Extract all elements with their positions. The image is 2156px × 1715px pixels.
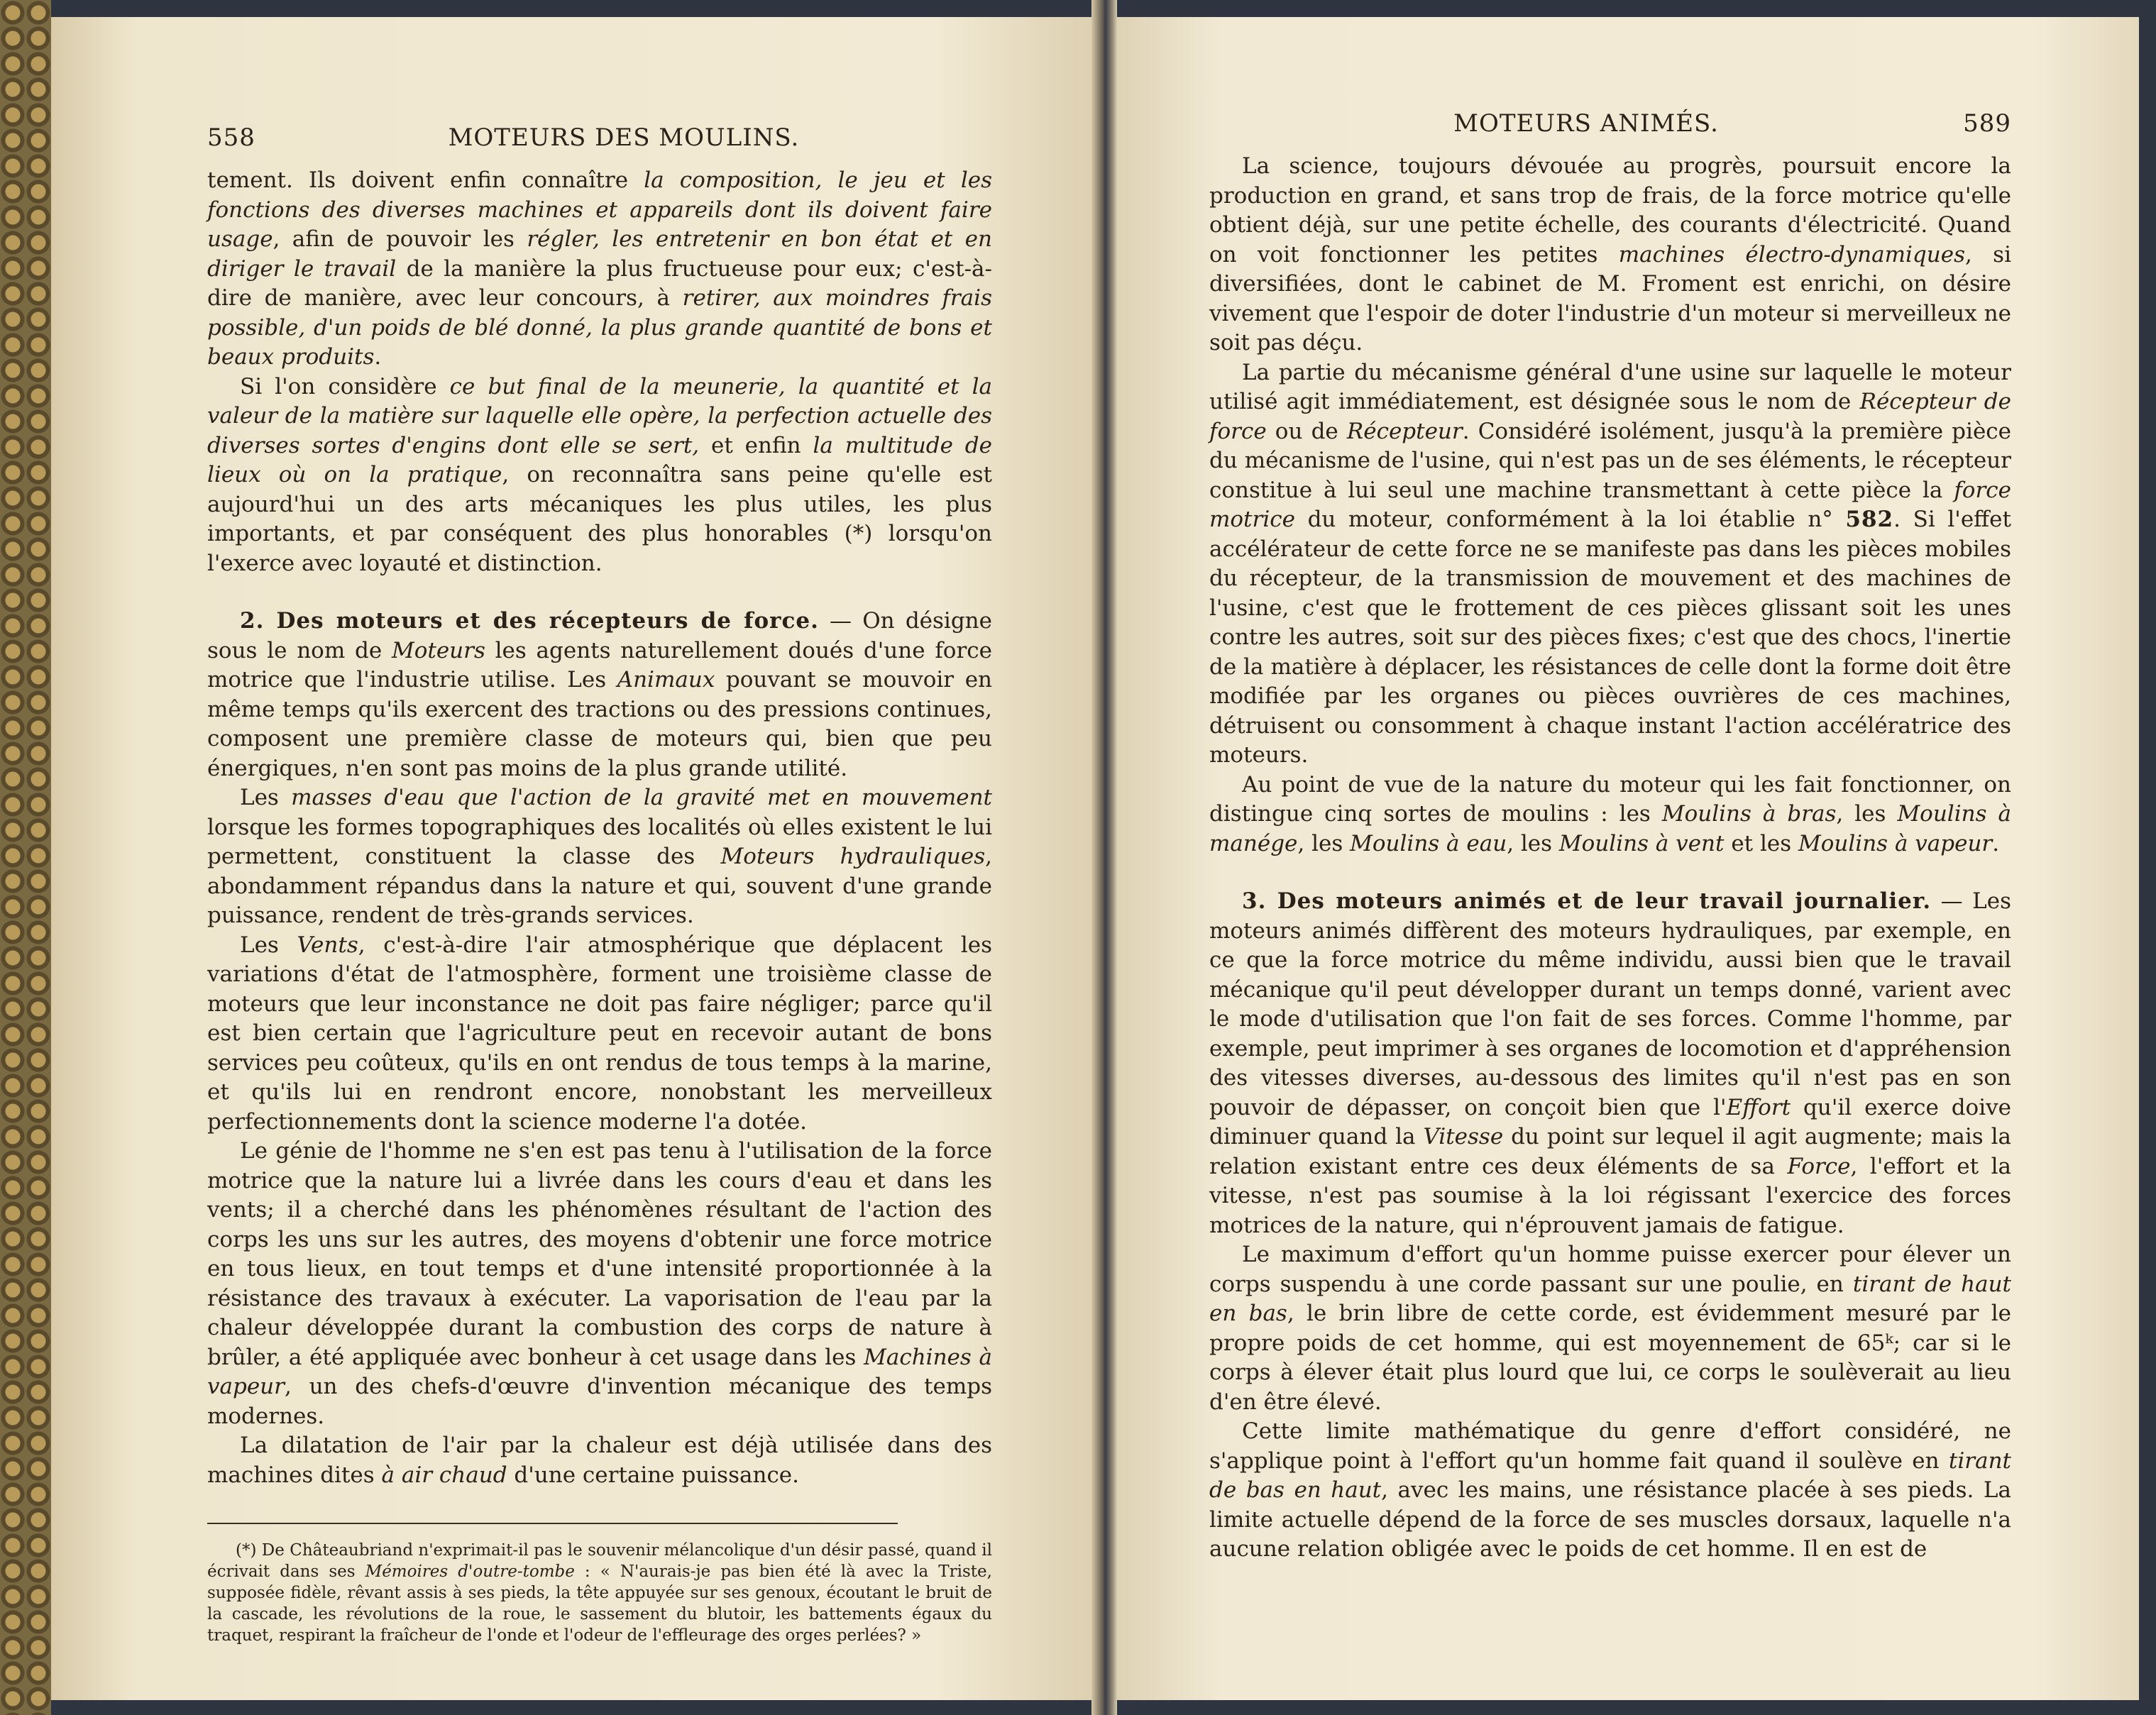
text-run: de la manière la plus fructueuse pour eux; c'est-à-dire de manière, avec leur concours, à — [207, 255, 992, 311]
italic-run: Vents — [297, 932, 358, 958]
left-page-number: 558 — [207, 123, 255, 152]
italic-run: ce but final de la meunerie, la quantité et la valeur de la matière sur laquelle elle opère, la perfection actuelle des diverses sortes d'engins dont elle se sert, — [207, 373, 993, 458]
left-page-footnote — [207, 1540, 992, 1646]
italic-run: masses d'eau que l'action de la gravité met en mouvement — [291, 785, 992, 810]
text-run: , les — [1507, 830, 1559, 856]
text-run: . — [1992, 830, 2000, 856]
right-page-number: 589 — [1963, 109, 2011, 138]
text-run: La dilatation de l'air par la chaleur est déjà utilisée dans des machines dites — [207, 1433, 992, 1488]
book-spine — [1091, 0, 1117, 1715]
text-run: Les — [240, 785, 292, 810]
text-run: : « N'aurais-je pas bien été là avec la Triste, supposée fidèle, rêvant assis à ses pieds, la tête appuyée sur ses genoux, écoutant le bruit de la cascade, les révolutions de la roue, le sassement du blutoir, les battements égaux du traquet, respirant la fraîcheur de l'onde et l'odeur de l'effleurage des orges perlées? » — [207, 1562, 992, 1645]
italic-run: Vitesse — [1423, 1124, 1504, 1149]
right-page-body — [1209, 152, 2011, 1565]
text-run: pouvant se mouvoir en même temps qu'ils exercent des tractions ou des pressions continues, composent une première classe de moteurs qui, bien que peu énergiques, n'en sont pas moins de la plus grande utilité. — [207, 667, 992, 781]
text-run: d'une certaine puissance. — [507, 1462, 800, 1488]
text-run: qu'il exerce doive diminuer quand la — [1209, 1094, 2011, 1149]
italic-run: force motrice — [1209, 477, 2011, 532]
paragraph — [207, 1431, 992, 1490]
text-run: . — [374, 344, 382, 370]
text-run: , le brin libre de cette corde, est évidemment mesuré par le propre poids de cet homme, qui est moyennement de 65ᵏ; car si le corps à élever était plus lourd que lui, ce corps le soulèverait au lieu d'en être élevé. — [1209, 1301, 2011, 1415]
italic-run: Moulins à bras — [1661, 801, 1837, 827]
footnote-rule — [207, 1523, 898, 1524]
paragraph — [1209, 1240, 2011, 1417]
section-paragraph — [207, 607, 992, 783]
text-run: tement. Ils doivent enfin connaître — [207, 167, 644, 193]
right-page — [1117, 17, 2139, 1700]
italic-run: Machines à vapeur — [207, 1344, 993, 1399]
text-run: Les — [240, 932, 297, 958]
italic-run: Moteurs hydrauliques — [720, 844, 986, 869]
text-run: Au point de vue de la nature du moteur qui les fait fonctionner, on distingue cinq sortes de moulins : les — [1209, 771, 2011, 827]
text-run: Le maximum d'effort qu'un homme puisse exercer pour élever un corps suspendu à une corde passant sur une poulie, en — [1209, 1242, 2011, 1297]
italic-run: retirer, aux moindres frais possible, d'un poids de blé donné, la plus grande quantité de bons et beaux produits — [207, 285, 992, 370]
text-run: , on reconnaîtra sans peine qu'elle est aujourd'hui un des arts mécaniques les plus utiles, les plus importants, et par conséquent des plus honorables (*) lorsqu'on l'exerce avec loyauté et distinction. — [207, 462, 992, 576]
left-running-title: MOTEURS DES MOULINS. — [448, 123, 800, 152]
text-run: les agents naturellement doués d'une force motrice que l'industrie utilise. Les — [207, 637, 992, 693]
text-run: Cette limite mathématique du genre d'effort considéré, ne s'applique point à l'effort qu'un homme fait quand il soulève en — [1209, 1418, 2011, 1474]
marbled-board-edge — [0, 0, 51, 1715]
text-run: , abondamment répandus dans la nature et qui, souvent d'une grande puissance, rendent de très-grands services. — [207, 844, 992, 928]
text-run: du moteur, conformément à la loi établie n° — [1294, 507, 1846, 532]
italic-run: Récepteur de force — [1209, 389, 2011, 444]
italic-run: Moulins à eau — [1350, 830, 1507, 856]
text-run: ou de — [1266, 418, 1347, 444]
paragraph — [1209, 771, 2011, 859]
text-run: , l'effort et la vitesse, n'est pas soumise à la loi régissant l'exercice des forces motrices de la nature, qui n'éprouvent jamais de fatigue. — [1209, 1153, 2011, 1238]
paragraph — [1209, 358, 2011, 771]
italic-run: Moteurs — [391, 637, 485, 663]
italic-run: machines électro-dynamiques — [1618, 241, 1965, 268]
paragraph — [207, 783, 992, 931]
paragraph — [207, 373, 992, 579]
text-run: , les — [1297, 830, 1351, 856]
text-run: et enfin — [699, 432, 813, 458]
right-running-head — [1209, 109, 2011, 138]
paragraph — [207, 166, 992, 373]
italic-run: à air chaud — [381, 1462, 507, 1488]
italic-run: Moulins à manége — [1209, 801, 2011, 856]
text-run: du point sur lequel il agit augmente; mais la relation existant entre ces deux éléments de sa — [1209, 1124, 2012, 1179]
text-run: lorsque les formes topographiques des localités où elles existent le lui permettent, constituent la classe des — [207, 814, 992, 869]
text-run: — On désigne sous le nom de — [207, 608, 992, 663]
text-run: Le génie de l'homme ne s'en est pas tenu à l'utilisation de la force motrice que la nature lui a livrée dans les cours d'eau et dans les vents; il a cherché dans les phénomènes résultant de l'action des corps les uns sur les autres, des moyens d'obtenir une force motrice en tous lieux, en tout temps et d'une intensité proportionnée à la résistance des travaux à exécuter. La vaporisation de l'eau par la chaleur développée durant la combustion des corps de nature à brûler, a été appliquée avec bonheur à cet usage dans les — [207, 1138, 992, 1370]
text-run: , si diversifiées, dont le cabinet de M. Froment est enrichi, on désire vivement que l'espoir de doter l'industrie d'un moteur si merveilleux ne soit pas déçu. — [1209, 241, 2011, 355]
text-run: , avec les mains, une résistance placée à ses pieds. La limite actuelle dépend de la force de ses muscles dorsaux, laquelle n'a aucune relation obligée avec le poids de cet homme. Il en est de — [1209, 1477, 2011, 1562]
text-run: et les — [1724, 830, 1799, 856]
section-heading: 2. Des moteurs et des récepteurs de force. — [240, 608, 819, 634]
italic-run: Moulins à vapeur — [1798, 830, 1993, 856]
text-run: , les — [1836, 801, 1898, 827]
italic-run: Animaux — [617, 667, 715, 693]
section-paragraph — [1209, 887, 2011, 1240]
paragraph — [207, 931, 992, 1137]
italic-run: Récepteur — [1346, 418, 1463, 444]
text-run: Si l'on considère — [240, 373, 450, 399]
italic-run: Moulins à vent — [1558, 830, 1725, 856]
left-running-head — [207, 123, 992, 152]
italic-run: la composition, le jeu et les fonctions des diverses machines et appareils dont ils doivent faire usage — [207, 167, 992, 252]
left-page-body — [207, 166, 992, 1490]
text-run: . Considéré isolément, jusqu'à la première pièce du mécanisme de l'usine, qui n'est pas un de ses éléments, le récepteur constitue à lui seul une machine transmettant à cette pièce la — [1209, 418, 2011, 503]
paragraph — [207, 1137, 992, 1431]
section-heading: 582 — [1845, 507, 1894, 532]
section-heading: 3. Des moteurs animés et de leur travail journalier. — [1242, 888, 1932, 914]
paragraph — [1209, 1417, 2011, 1565]
italic-run: tirant de haut en bas — [1209, 1271, 2011, 1326]
text-run: La partie du mécanisme général d'une usine sur laquelle le moteur utilisé agit immédiatement, est désignée sous le nom de — [1209, 359, 2011, 414]
left-page — [51, 17, 1091, 1700]
text-run: , c'est-à-dire l'air atmosphérique que déplacent les variations d'état de l'atmosphère, forment une troisième classe de moteurs que leur inconstance ne doit pas faire négliger; parce qu'il est bien certain que l'agriculture peut en recevoir autant de bons services peu coûteux, qu'ils en ont rendus de tous temps à la marine, et qu'ils lui en rendront encore, nonobstant les merveilleux perfectionnements dont la science moderne l'a dotée. — [207, 932, 992, 1135]
italic-run: tirant de bas en haut — [1209, 1447, 2011, 1503]
text-run: , afin de pouvoir les — [273, 226, 527, 252]
text-run: . Si l'effet accélérateur de cette force ne se manifeste pas dans les pièces mobiles du récepteur, de la transmission de mouvement et des machines de l'usine, c'est que le frottement de ces pièces glissant soit les unes contre les autres, soit sur des pièces fixes; c'est que des chocs, l'inertie de la matière à déplacer, les résistances de celle dont la forme doit être modifiée par les organes ou pièces ouvrières de ces machines, détruisent ou consomment à chaque instant l'action accélératrice des moteurs. — [1209, 507, 2011, 768]
italic-run: Force — [1787, 1153, 1851, 1179]
text-run: — Les moteurs animés diffèrent des moteurs hydrauliques, par exemple, en ce que la force motrice du même individu, aussi bien que le travail mécanique qu'il peut développer durant un temps donné, varient avec le mode d'utilisation que l'on fait de ses forces. Comme l'homme, par exemple, peut imprimer à ses organes de locomotion et d'appréhension des vitesses diverses, au-dessous des limites qu'il n'est pas en son pouvoir de dépasser, on conçoit bien que l' — [1209, 888, 2011, 1120]
text-run: (*) De Châteaubriand n'exprimait-il pas le souvenir mélancolique d'un désir passé, quand il écrivait dans ses — [207, 1541, 992, 1581]
italic-run: Effort — [1726, 1094, 1791, 1120]
right-running-title: MOTEURS ANIMÉS. — [1453, 109, 1719, 138]
text-run: , un des chefs-d'œuvre d'invention mécanique des temps modernes. — [207, 1374, 992, 1429]
text-run: La science, toujours dévouée au progrès, poursuit encore la production en grand, et sans trop de frais, de la force motrice qu'elle obtient déjà, sur une petite échelle, des courants d'électricité. Quand on voit fonctionner les petites — [1209, 153, 2011, 268]
italic-run: la multitude de lieux où on la pratique — [207, 432, 993, 487]
italic-run: Mémoires d'outre-tombe — [365, 1562, 575, 1581]
paragraph — [1209, 152, 2011, 358]
italic-run: régler, les entretenir en bon état et en diriger le travail — [207, 226, 992, 282]
